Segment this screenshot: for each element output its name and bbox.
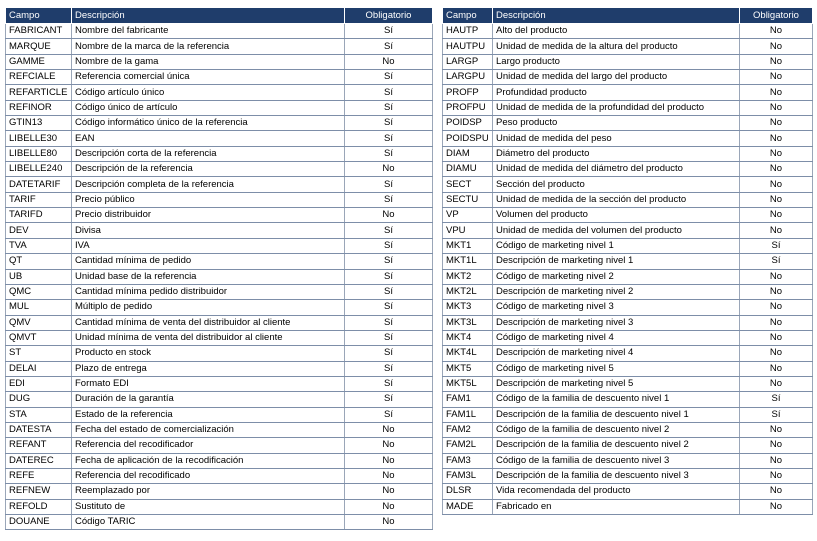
- field-code-cell: LARGPU: [443, 70, 493, 85]
- field-code-cell: VPU: [443, 223, 493, 238]
- mandatory-cell: Sí: [345, 269, 433, 284]
- table-row: [443, 438, 813, 453]
- mandatory-cell: Sí: [345, 392, 433, 407]
- field-code-cell: DELAI: [6, 361, 72, 376]
- field-code-cell: PROFPU: [443, 100, 493, 115]
- field-code-cell: MKT5: [443, 361, 493, 376]
- mandatory-cell: No: [740, 146, 813, 161]
- table-row: [6, 315, 433, 330]
- field-code-cell: DATEREC: [6, 453, 72, 468]
- field-description-cell: IVA: [72, 238, 345, 253]
- field-code-cell: MKT2: [443, 269, 493, 284]
- field-code-cell: UB: [6, 269, 72, 284]
- table-row: [6, 269, 433, 284]
- field-code-cell: FAM1: [443, 392, 493, 407]
- table-row: [443, 238, 813, 253]
- field-description-cell: Descripción de marketing nivel 4: [493, 346, 740, 361]
- table-row: [443, 146, 813, 161]
- field-description-cell: Descripción de la familia de descuento nivel 3: [493, 468, 740, 483]
- field-code-cell: MKT1L: [443, 254, 493, 269]
- field-description-cell: Unidad de medida del largo del producto: [493, 70, 740, 85]
- field-code-cell: REFNEW: [6, 484, 72, 499]
- table-row: [6, 499, 433, 514]
- table-row: [443, 315, 813, 330]
- field-description-cell: Referencia comercial única: [72, 70, 345, 85]
- mandatory-cell: No: [740, 208, 813, 223]
- field-code-cell: SECT: [443, 177, 493, 192]
- mandatory-cell: Sí: [740, 254, 813, 269]
- field-code-cell: MKT1: [443, 238, 493, 253]
- field-description-cell: Producto en stock: [72, 346, 345, 361]
- field-code-cell: SECTU: [443, 192, 493, 207]
- table-row: [443, 85, 813, 100]
- table-row: [443, 484, 813, 499]
- mandatory-cell: No: [740, 484, 813, 499]
- field-code-cell: MKT4: [443, 330, 493, 345]
- table-row: [6, 131, 433, 146]
- table-row: [6, 515, 433, 530]
- field-description-cell: Fecha del estado de comercialización: [72, 422, 345, 437]
- column-header-descripcion: Descripción: [493, 8, 740, 24]
- table-row: [6, 422, 433, 437]
- field-code-cell: TARIF: [6, 192, 72, 207]
- field-code-cell: DIAMU: [443, 162, 493, 177]
- mandatory-cell: Sí: [345, 284, 433, 299]
- mandatory-cell: No: [740, 499, 813, 514]
- table-row: [443, 422, 813, 437]
- mandatory-cell: No: [740, 361, 813, 376]
- mandatory-cell: No: [740, 468, 813, 483]
- mandatory-cell: No: [740, 269, 813, 284]
- field-code-cell: MKT2L: [443, 284, 493, 299]
- mandatory-cell: No: [740, 453, 813, 468]
- mandatory-cell: Sí: [345, 346, 433, 361]
- mandatory-cell: Sí: [345, 407, 433, 422]
- field-code-cell: REFOLD: [6, 499, 72, 514]
- field-code-cell: MKT3L: [443, 315, 493, 330]
- mandatory-cell: No: [740, 422, 813, 437]
- field-code-cell: MUL: [6, 300, 72, 315]
- table-row: [6, 208, 433, 223]
- field-description-cell: Código TARIC: [72, 515, 345, 530]
- field-code-cell: QT: [6, 254, 72, 269]
- field-description-cell: Formato EDI: [72, 376, 345, 391]
- mandatory-cell: No: [740, 162, 813, 177]
- column-header-campo: Campo: [6, 8, 72, 24]
- field-code-cell: FAM1L: [443, 407, 493, 422]
- field-description-cell: Duración de la garantía: [72, 392, 345, 407]
- table-row: [6, 238, 433, 253]
- table-row: [443, 177, 813, 192]
- field-code-cell: REFANT: [6, 438, 72, 453]
- table-row: [6, 24, 433, 39]
- mandatory-cell: No: [740, 85, 813, 100]
- table-row: [6, 70, 433, 85]
- field-code-cell: DATESTA: [6, 422, 72, 437]
- table-row: [6, 177, 433, 192]
- field-description-cell: Fabricado en: [493, 499, 740, 514]
- field-description-cell: Código de marketing nivel 4: [493, 330, 740, 345]
- mandatory-cell: No: [740, 192, 813, 207]
- mandatory-cell: No: [345, 208, 433, 223]
- field-description-cell: Código artículo único: [72, 85, 345, 100]
- field-code-cell: FAM2L: [443, 438, 493, 453]
- table-row: [6, 330, 433, 345]
- field-description-cell: Reemplazado por: [72, 484, 345, 499]
- table-row: [443, 116, 813, 131]
- mandatory-cell: Sí: [345, 315, 433, 330]
- field-description-cell: Descripción de marketing nivel 5: [493, 376, 740, 391]
- table-row: [443, 346, 813, 361]
- field-code-cell: DATETARIF: [6, 177, 72, 192]
- column-header-descripcion: Descripción: [72, 8, 345, 24]
- mandatory-cell: No: [740, 223, 813, 238]
- mandatory-cell: Sí: [345, 376, 433, 391]
- table-row: [443, 330, 813, 345]
- field-description-cell: Código de marketing nivel 1: [493, 238, 740, 253]
- table-row: [6, 146, 433, 161]
- field-code-cell: HAUTP: [443, 24, 493, 39]
- mandatory-cell: No: [740, 116, 813, 131]
- field-code-cell: POIDSP: [443, 116, 493, 131]
- mandatory-cell: No: [740, 177, 813, 192]
- field-description-cell: Alto del producto: [493, 24, 740, 39]
- table-row: [6, 39, 433, 54]
- table-row: [6, 468, 433, 483]
- field-code-cell: DUG: [6, 392, 72, 407]
- field-code-cell: MADE: [443, 499, 493, 514]
- mandatory-cell: Sí: [345, 85, 433, 100]
- field-description-cell: Unidad mínima de venta del distribuidor al cliente: [72, 330, 345, 345]
- mandatory-cell: No: [345, 468, 433, 483]
- field-description-cell: Vida recomendada del producto: [493, 484, 740, 499]
- field-description-cell: Código de marketing nivel 3: [493, 300, 740, 315]
- table-header-row: [443, 8, 813, 24]
- field-description-cell: Descripción de la familia de descuento nivel 2: [493, 438, 740, 453]
- mandatory-cell: No: [345, 515, 433, 530]
- table-row: [443, 468, 813, 483]
- mandatory-cell: Sí: [345, 100, 433, 115]
- table-row: [443, 162, 813, 177]
- field-description-cell: Cantidad mínima de pedido: [72, 254, 345, 269]
- field-code-cell: FAM3L: [443, 468, 493, 483]
- field-code-cell: ST: [6, 346, 72, 361]
- mandatory-cell: No: [345, 422, 433, 437]
- field-code-cell: LIBELLE80: [6, 146, 72, 161]
- field-code-cell: GAMME: [6, 54, 72, 69]
- field-description-cell: Descripción de marketing nivel 3: [493, 315, 740, 330]
- field-code-cell: LIBELLE30: [6, 131, 72, 146]
- mandatory-cell: No: [740, 284, 813, 299]
- table-row: [6, 484, 433, 499]
- mandatory-cell: Sí: [740, 238, 813, 253]
- table-row: [6, 438, 433, 453]
- mandatory-cell: No: [740, 131, 813, 146]
- field-code-cell: MKT3: [443, 300, 493, 315]
- field-description-cell: Múltiplo de pedido: [72, 300, 345, 315]
- field-code-cell: PROFP: [443, 85, 493, 100]
- table-row: [443, 499, 813, 514]
- mandatory-cell: No: [740, 346, 813, 361]
- field-description-cell: Nombre del fabricante: [72, 24, 345, 39]
- field-description-cell: Plazo de entrega: [72, 361, 345, 376]
- field-description-cell: Estado de la referencia: [72, 407, 345, 422]
- field-description-cell: Peso producto: [493, 116, 740, 131]
- field-code-cell: LARGP: [443, 54, 493, 69]
- table-row: [6, 100, 433, 115]
- mandatory-cell: Sí: [345, 361, 433, 376]
- fields-table-right: [442, 7, 813, 515]
- field-description-cell: Descripción corta de la referencia: [72, 146, 345, 161]
- table-row: [443, 131, 813, 146]
- field-description-cell: Descripción de marketing nivel 2: [493, 284, 740, 299]
- field-description-cell: Cantidad mínima de venta del distribuidor al cliente: [72, 315, 345, 330]
- field-description-cell: Referencia del recodificador: [72, 438, 345, 453]
- table-row: [6, 300, 433, 315]
- field-code-cell: TVA: [6, 238, 72, 253]
- field-code-cell: POIDSPU: [443, 131, 493, 146]
- field-description-cell: Unidad de medida de la sección del producto: [493, 192, 740, 207]
- field-description-cell: Sección del producto: [493, 177, 740, 192]
- field-code-cell: FAM3: [443, 453, 493, 468]
- fields-table-left: [5, 7, 433, 530]
- field-code-cell: REFE: [6, 468, 72, 483]
- table-row: [443, 70, 813, 85]
- table-header-row: [6, 8, 433, 24]
- mandatory-cell: No: [740, 438, 813, 453]
- field-code-cell: DEV: [6, 223, 72, 238]
- mandatory-cell: No: [740, 100, 813, 115]
- field-description-cell: Profundidad producto: [493, 85, 740, 100]
- field-description-cell: Precio distribuidor: [72, 208, 345, 223]
- field-description-cell: Descripción de la familia de descuento nivel 1: [493, 407, 740, 422]
- field-description-cell: Sustituto de: [72, 499, 345, 514]
- mandatory-cell: Sí: [345, 24, 433, 39]
- table-row: [443, 223, 813, 238]
- field-code-cell: LIBELLE240: [6, 162, 72, 177]
- field-description-cell: Código de la familia de descuento nivel 3: [493, 453, 740, 468]
- field-description-cell: Código de marketing nivel 2: [493, 269, 740, 284]
- column-header-obligatorio: Obligatorio: [740, 8, 813, 24]
- field-description-cell: Descripción de marketing nivel 1: [493, 254, 740, 269]
- mandatory-cell: No: [740, 54, 813, 69]
- table-row: [443, 361, 813, 376]
- table-row: [6, 376, 433, 391]
- field-description-cell: Unidad de medida del peso: [493, 131, 740, 146]
- table-row: [443, 208, 813, 223]
- field-code-cell: QMV: [6, 315, 72, 330]
- table-row: [6, 407, 433, 422]
- field-description-cell: Cantidad mínima pedido distribuidor: [72, 284, 345, 299]
- mandatory-cell: Sí: [345, 238, 433, 253]
- field-code-cell: MKT5L: [443, 376, 493, 391]
- field-code-cell: FABRICANT: [6, 24, 72, 39]
- mandatory-cell: Sí: [740, 392, 813, 407]
- field-description-cell: Unidad base de la referencia: [72, 269, 345, 284]
- field-code-cell: TARIFD: [6, 208, 72, 223]
- table-row: [443, 192, 813, 207]
- field-description-cell: Unidad de medida del diámetro del producto: [493, 162, 740, 177]
- mandatory-cell: Sí: [345, 254, 433, 269]
- field-description-cell: Volumen del producto: [493, 208, 740, 223]
- table-row: [443, 254, 813, 269]
- field-description-cell: Código de la familia de descuento nivel 2: [493, 422, 740, 437]
- table-row: [6, 162, 433, 177]
- mandatory-cell: Sí: [345, 300, 433, 315]
- field-description-cell: Unidad de medida de la profundidad del producto: [493, 100, 740, 115]
- field-description-cell: EAN: [72, 131, 345, 146]
- field-description-cell: Referencia del recodificado: [72, 468, 345, 483]
- mandatory-cell: Sí: [740, 407, 813, 422]
- table-row: [6, 223, 433, 238]
- mandatory-cell: No: [740, 330, 813, 345]
- field-description-cell: Código de la familia de descuento nivel 1: [493, 392, 740, 407]
- mandatory-cell: No: [345, 438, 433, 453]
- table-row: [6, 453, 433, 468]
- field-code-cell: QMC: [6, 284, 72, 299]
- field-code-cell: REFARTICLE: [6, 85, 72, 100]
- table-row: [443, 100, 813, 115]
- table-row: [443, 269, 813, 284]
- mandatory-cell: Sí: [345, 70, 433, 85]
- mandatory-cell: No: [345, 484, 433, 499]
- mandatory-cell: Sí: [345, 223, 433, 238]
- field-code-cell: DLSR: [443, 484, 493, 499]
- table-row: [443, 392, 813, 407]
- table-row: [443, 39, 813, 54]
- table-row: [443, 284, 813, 299]
- field-code-cell: EDI: [6, 376, 72, 391]
- table-row: [6, 254, 433, 269]
- mandatory-cell: No: [740, 70, 813, 85]
- table-row: [443, 376, 813, 391]
- table-row: [6, 346, 433, 361]
- table-row: [443, 300, 813, 315]
- field-description-cell: Descripción completa de la referencia: [72, 177, 345, 192]
- table-row: [6, 392, 433, 407]
- field-code-cell: GTIN13: [6, 116, 72, 131]
- field-description-cell: Largo producto: [493, 54, 740, 69]
- field-code-cell: REFCIALE: [6, 70, 72, 85]
- mandatory-cell: No: [740, 300, 813, 315]
- column-header-obligatorio: Obligatorio: [345, 8, 433, 24]
- table-row: [443, 453, 813, 468]
- table-row: [6, 54, 433, 69]
- table-row: [6, 192, 433, 207]
- mandatory-cell: No: [345, 499, 433, 514]
- table-row: [6, 284, 433, 299]
- field-description-cell: Divisa: [72, 223, 345, 238]
- mandatory-cell: Sí: [345, 131, 433, 146]
- mandatory-cell: Sí: [345, 116, 433, 131]
- field-description-cell: Unidad de medida de la altura del producto: [493, 39, 740, 54]
- field-code-cell: DOUANE: [6, 515, 72, 530]
- field-description-cell: Código de marketing nivel 5: [493, 361, 740, 376]
- field-code-cell: VP: [443, 208, 493, 223]
- field-description-cell: Precio público: [72, 192, 345, 207]
- column-header-campo: Campo: [443, 8, 493, 24]
- mandatory-cell: No: [345, 54, 433, 69]
- table-row: [6, 85, 433, 100]
- mandatory-cell: No: [740, 376, 813, 391]
- mandatory-cell: No: [740, 24, 813, 39]
- table-row: [6, 116, 433, 131]
- mandatory-cell: No: [345, 453, 433, 468]
- table-row: [443, 24, 813, 39]
- field-code-cell: REFINOR: [6, 100, 72, 115]
- field-description-cell: Descripción de la referencia: [72, 162, 345, 177]
- table-row: [6, 361, 433, 376]
- field-code-cell: DIAM: [443, 146, 493, 161]
- mandatory-cell: No: [740, 39, 813, 54]
- field-code-cell: HAUTPU: [443, 39, 493, 54]
- field-code-cell: FAM2: [443, 422, 493, 437]
- field-code-cell: MARQUE: [6, 39, 72, 54]
- table-row: [443, 54, 813, 69]
- field-description-cell: Código informático único de la referencia: [72, 116, 345, 131]
- field-description-cell: Unidad de medida del volumen del producto: [493, 223, 740, 238]
- field-description-cell: Diámetro del producto: [493, 146, 740, 161]
- mandatory-cell: Sí: [345, 39, 433, 54]
- mandatory-cell: Sí: [345, 146, 433, 161]
- field-description-cell: Fecha de aplicación de la recodificación: [72, 453, 345, 468]
- field-description-cell: Nombre de la marca de la referencia: [72, 39, 345, 54]
- mandatory-cell: No: [345, 162, 433, 177]
- mandatory-cell: No: [740, 315, 813, 330]
- mandatory-cell: Sí: [345, 330, 433, 345]
- mandatory-cell: Sí: [345, 177, 433, 192]
- field-description-cell: Nombre de la gama: [72, 54, 345, 69]
- mandatory-cell: Sí: [345, 192, 433, 207]
- table-row: [443, 407, 813, 422]
- field-code-cell: MKT4L: [443, 346, 493, 361]
- field-description-cell: Código único de artículo: [72, 100, 345, 115]
- field-code-cell: QMVT: [6, 330, 72, 345]
- field-code-cell: STA: [6, 407, 72, 422]
